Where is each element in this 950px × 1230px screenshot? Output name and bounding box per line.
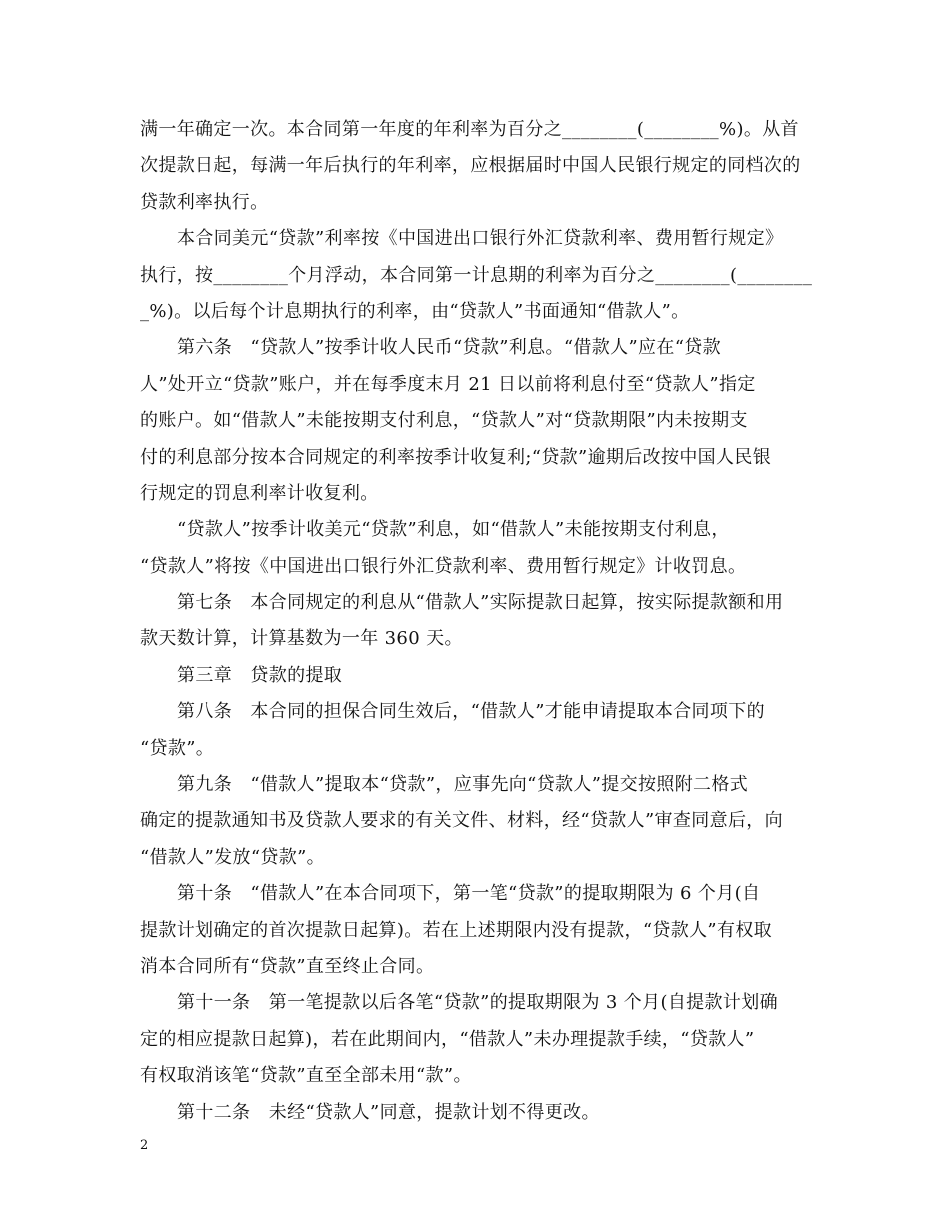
body-text (140, 112, 812, 1131)
text-line: 第八条 本合同的担保合同生效后，“借款人”才能申请提取本合同项下的 (177, 701, 765, 723)
text-line: 本合同美元“贷款”利率按《中国进出口银行外汇贷款利率、费用暂行规定》 (177, 228, 784, 250)
text-line: 第三章 贷款的提取 (177, 664, 343, 686)
text-line: 付的利息部分按本合同规定的利率按季计收复利;“贷款”逾期后改按中国人民银 (140, 446, 772, 468)
text-line: 第九条 “借款人”提取本“贷款”，应事先向“贷款人”提交按照附二格式 (177, 774, 749, 796)
text-line: 第七条 本合同规定的利息从“借款人”实际提款日起算，按实际提款额和用 (177, 592, 784, 614)
text-line: 行规定的罚息利率计收复利。 (140, 482, 379, 504)
text-line: 人”处开立“贷款”账户，并在每季度末月 21 日以前将利息付至“贷款人”指定 (140, 373, 756, 395)
text-line: 第六条 “贷款人”按季计收人民币“贷款”利息。“借款人”应在“贷款 (177, 337, 721, 359)
text-line: 定的相应提款日起算)，若在此期间内，“借款人”未办理提款手续，“贷款人” (140, 1028, 755, 1050)
text-line: 有权取消该笔“贷款”直至全部未用“款”。 (140, 1065, 472, 1087)
text-line: 款天数计算，计算基数为一年 360 天。 (140, 628, 463, 650)
page-number: 2 (140, 1138, 149, 1153)
text-line: _%)。以后每个计息期执行的利率，由“贷款人”书面通知“借款人”。 (140, 300, 690, 322)
text-line: 第十一条 第一笔提款以后各笔“贷款”的提取期限为 3 个月(自提款计划确 (177, 992, 778, 1014)
text-line: 确定的提款通知书及贷款人要求的有关文件、材料，经“贷款人”审查同意后，向 (140, 810, 784, 832)
text-line: “贷款人”按季计收美元“贷款”利息，如“借款人”未能按期支付利息， (177, 519, 730, 541)
text-line: 的账户。如“借款人”未能按期支付利息，“贷款人”对“贷款期限”内未按期支 (140, 410, 748, 432)
text-line: 满一年确定一次。本合同第一年度的年利率为百分之________(________%)。从首 (140, 119, 799, 140)
text-line: “贷款人”将按《中国进出口银行外汇贷款利率、费用暂行规定》计收罚息。 (140, 555, 747, 577)
text-line: 次提款日起，每满一年后执行的年利率，应根据届时中国人民银行规定的同档次的 (140, 155, 801, 177)
text-line: 提款计划确定的首次提款日起算)。若在上述期限内没有提款，“贷款人”有权取 (140, 919, 773, 941)
text-line: 第十二条 未经“贷款人”同意，提款计划不得更改。 (177, 1101, 600, 1123)
text-line: “贷款”。 (140, 737, 215, 759)
text-line: 第十条 “借款人”在本合同项下，第一笔“贷款”的提取期限为 6 个月(自 (177, 883, 761, 905)
text-line: 消本合同所有“贷款”直至终止合同。 (140, 955, 435, 977)
text-line: 贷款利率执行。 (140, 191, 269, 213)
text-line: “借款人”发放“贷款”。 (140, 846, 326, 868)
text-line: 执行，按________个月浮动，本合同第一计息期的利率为百分之________(________ (140, 264, 813, 286)
